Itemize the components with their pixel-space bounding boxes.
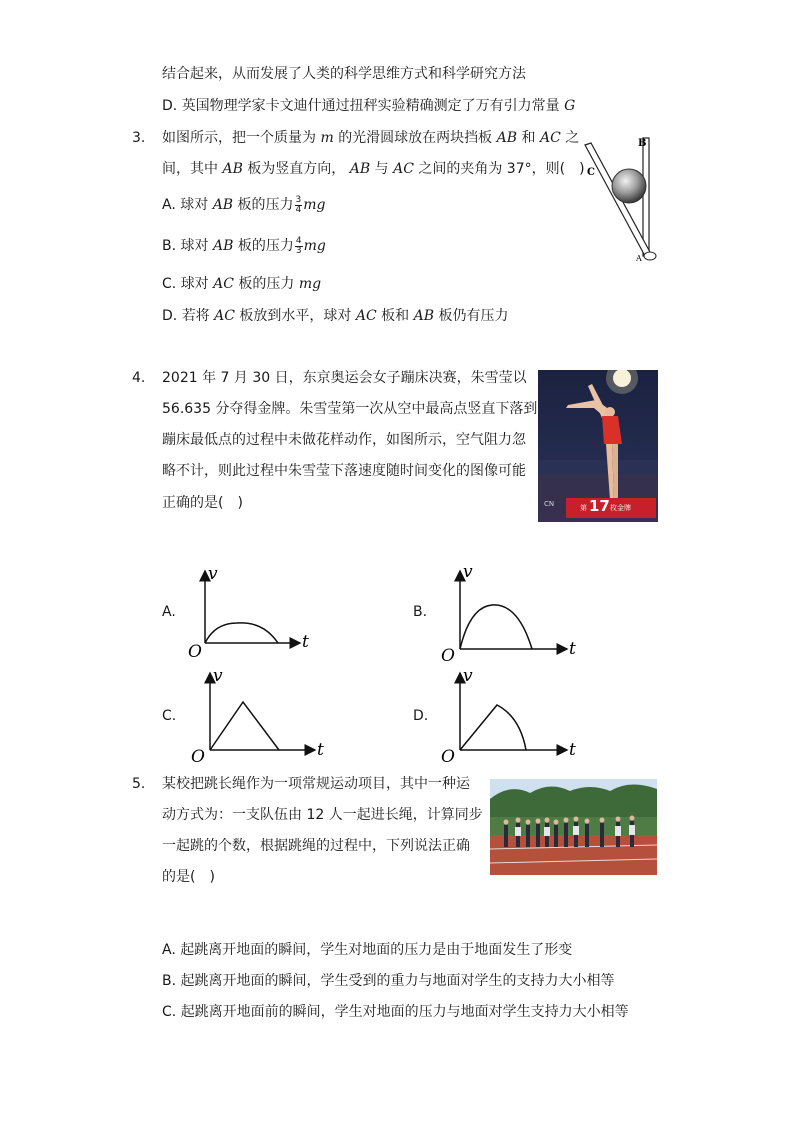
- symbol: AC: [213, 276, 234, 292]
- badge-prefix: 第: [580, 504, 587, 512]
- axis-origin: O: [441, 747, 455, 767]
- text-fragment: 与: [374, 161, 389, 177]
- option-symbol: G: [564, 98, 576, 114]
- label-c: C: [587, 167, 595, 178]
- option-label: C.: [162, 1004, 177, 1020]
- text-fragment: 球对: [180, 197, 209, 213]
- graph-option-label: D.: [413, 708, 429, 724]
- axis-v: v: [208, 564, 218, 584]
- hinge-icon: [644, 252, 656, 260]
- velocity-time-graph-c: [190, 667, 330, 767]
- text-fragment: 之间的夹角为 37°，则( ): [418, 161, 585, 177]
- text-fragment: 球对: [180, 238, 209, 254]
- badge-text: 枚金牌: [610, 504, 631, 512]
- label-a: A: [636, 254, 642, 263]
- board-ab: [643, 138, 649, 256]
- option-label: A.: [162, 197, 176, 213]
- photo-corner-mark: CN: [544, 500, 555, 508]
- option-label: D.: [162, 98, 178, 114]
- option-text: 起跳离开地面前的瞬间，学生对地面的压力与地面对学生支持力大小相等: [180, 1004, 629, 1020]
- denominator: 4: [295, 204, 302, 215]
- text-fragment: 间，其中: [162, 161, 218, 177]
- text-fragment: 球对: [180, 276, 209, 292]
- numerator: 4: [295, 235, 302, 246]
- ball: [612, 169, 646, 203]
- velocity-time-graph-a: [185, 563, 315, 662]
- question-4-line: 蹦床最低点的过程中未做花样动作，如图所示，空气阻力忽: [162, 432, 526, 448]
- option-label: C.: [162, 276, 177, 292]
- velocity-time-graph-b: [440, 562, 580, 666]
- denominator: 3: [295, 245, 302, 256]
- text-fragment: 板放到水平，球对: [239, 308, 352, 324]
- symbol: mg: [303, 238, 326, 254]
- question-4-line: 略不计，则此过程中朱雪莹下落速度随时间变化的图像可能: [162, 463, 526, 479]
- symbol: mg: [298, 276, 322, 292]
- question-number: 5.: [132, 776, 146, 792]
- numerator: 3: [295, 194, 302, 205]
- text-fragment: 如图所示，把一个质量为: [162, 130, 316, 146]
- athlete-photo: [538, 370, 658, 522]
- question-5-line: 一起跳的个数，根据跳绳的过程中，下列说法正确: [162, 838, 470, 854]
- intro-option-d: [162, 96, 575, 116]
- curve-d: [460, 705, 526, 750]
- symbol: AB: [496, 130, 518, 146]
- symbol: m: [320, 130, 334, 146]
- question-4-line: 56.635 分夺得金牌。朱雪莹第一次从空中最高点竖直下落到: [162, 401, 538, 417]
- text-fragment: 的光滑圆球放在两块挡板: [338, 130, 493, 146]
- fraction: [295, 237, 303, 256]
- question-3-line-1: [162, 128, 579, 148]
- text-fragment: 板的压力: [238, 276, 295, 292]
- question-number: 4.: [132, 370, 146, 386]
- option-b: [162, 236, 326, 256]
- text-fragment: 板的压力: [237, 238, 294, 254]
- option-text: 起跳离开地面的瞬间，学生受到的重力与地面对学生的支持力大小相等: [180, 973, 615, 989]
- curve-c: [210, 702, 279, 750]
- symbol: AB: [212, 197, 234, 213]
- text-fragment: 之: [565, 130, 580, 146]
- text-fragment: 板的压力: [237, 197, 294, 213]
- symbol: AB: [349, 161, 371, 177]
- question-4-line: 2021 年 7 月 30 日，东京奥运会女子蹦床决赛，朱雪莹以: [162, 370, 527, 386]
- option-c: [162, 1002, 629, 1022]
- symbol: AC: [355, 308, 377, 324]
- axis-v: v: [463, 562, 473, 582]
- symbol: AC: [393, 161, 414, 177]
- option-text: 英国物理学家卡文迪什通过扭秤实验精确测定了万有引力常量: [181, 98, 560, 114]
- axis-v: v: [463, 666, 473, 686]
- option-label: A.: [162, 942, 176, 958]
- question-4-line: 正确的是( ): [162, 495, 243, 511]
- text-fragment: 板仍有压力: [438, 308, 509, 324]
- symbol: AC: [214, 308, 235, 324]
- fraction: [295, 196, 303, 215]
- axis-t: t: [569, 639, 576, 659]
- graph-option-label: A.: [162, 604, 176, 620]
- badge-number: 17: [589, 497, 610, 515]
- text-fragment: 板为竖直方向，: [247, 161, 346, 177]
- symbol: AB: [222, 161, 243, 177]
- ball-boards-figure: [580, 130, 660, 265]
- axis-t: t: [569, 740, 576, 760]
- option-b: [162, 971, 615, 991]
- label-b: B: [638, 138, 647, 149]
- symbol: mg: [303, 197, 326, 213]
- intro-line: 结合起来，从而发展了人类的科学思维方式和科学研究方法: [162, 66, 526, 82]
- question-5-line: 某校把跳长绳作为一项常规运动项目，其中一种运: [162, 776, 470, 792]
- symbol: AB: [413, 308, 435, 324]
- text-fragment: 和: [521, 130, 536, 146]
- option-a: [162, 940, 572, 960]
- option-label: D.: [162, 308, 178, 324]
- text-fragment: 板和: [381, 308, 410, 324]
- axis-v: v: [213, 666, 223, 686]
- curve-a: [205, 623, 278, 643]
- axis-t: t: [302, 632, 309, 652]
- text-fragment: 若将: [181, 308, 210, 324]
- axis-t: t: [317, 740, 324, 760]
- jump-rope-photo: [490, 779, 657, 875]
- graph-option-label: B.: [413, 604, 428, 620]
- question-3-line-2: [162, 159, 585, 179]
- option-text: 起跳离开地面的瞬间，学生对地面的压力是由于地面发生了形变: [180, 942, 573, 958]
- question-5-line: 的是( ): [162, 869, 215, 885]
- symbol: AC: [539, 130, 561, 146]
- question-5-line: 动方式为：一支队伍由 12 人一起进长绳，计算同步: [162, 807, 483, 823]
- option-a: [162, 195, 326, 215]
- axis-origin: O: [441, 646, 455, 666]
- question-number: 3.: [132, 130, 146, 146]
- curve-b: [460, 605, 532, 649]
- symbol: AB: [212, 238, 234, 254]
- axis-origin: O: [191, 747, 205, 767]
- option-label: B.: [162, 238, 177, 254]
- velocity-time-graph-d: [440, 667, 580, 767]
- graph-option-label: C.: [162, 708, 177, 724]
- option-label: B.: [162, 973, 177, 989]
- option-c: [162, 274, 321, 294]
- axis-origin: O: [188, 642, 202, 662]
- option-d: [162, 306, 508, 326]
